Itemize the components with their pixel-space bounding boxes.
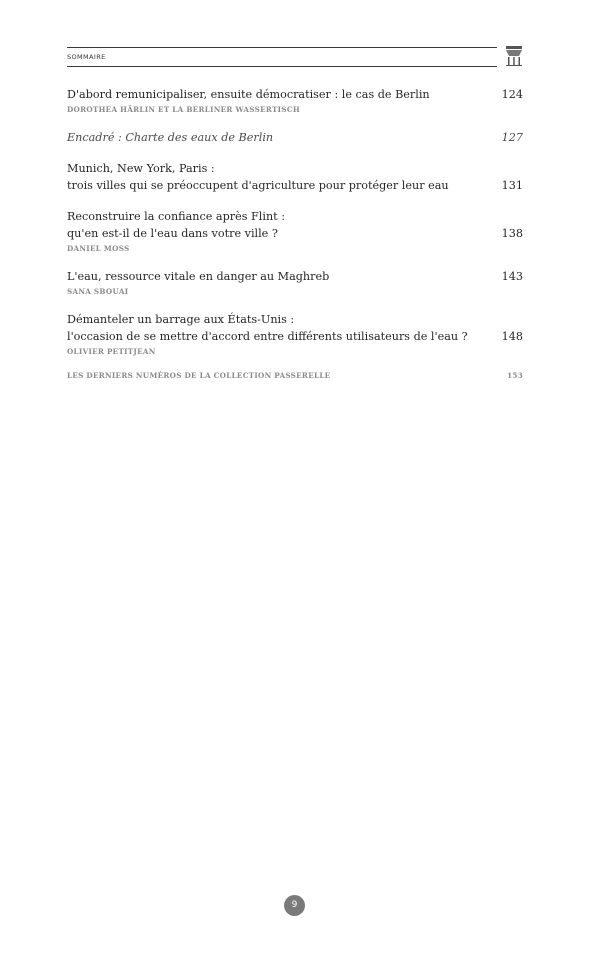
toc-entry-title: trois villes qui se préoccupent d'agriculture pour protéger leur eau (67, 179, 449, 192)
running-header (67, 45, 523, 67)
toc-entry-title: Munich, New York, Paris : (67, 162, 215, 175)
collection-title: LES DERNIERS NUMÉROS DE LA COLLECTION PASSERELLE (67, 371, 331, 380)
toc-entry-title: qu'en est-il de l'eau dans votre ville ? (67, 227, 278, 240)
toc-entry-page: 124 (501, 88, 523, 101)
toc-entry-page: 143 (501, 270, 523, 283)
collection-page: 153 (507, 371, 523, 380)
toc-entry-page: 138 (501, 227, 523, 240)
page-number-badge: 9 (284, 895, 305, 916)
header-top-rule (67, 47, 497, 48)
toc-entry-author: SANA SBOUAI (67, 287, 129, 296)
publisher-logo-icon (505, 45, 523, 67)
toc-entry[interactable] (67, 268, 523, 297)
toc-entry-title: l'occasion de se mettre d'accord entre différents utilisateurs de l'eau ? (67, 330, 468, 343)
toc-entry[interactable] (67, 129, 523, 146)
table-of-contents (67, 86, 523, 380)
section-label: SOMMAIRE (67, 53, 106, 61)
toc-entry[interactable] (67, 160, 523, 194)
toc-entry-page: 131 (501, 179, 523, 192)
toc-entry[interactable] (67, 86, 523, 115)
toc-entry-title: L'eau, ressource vitale en danger au Maghreb (67, 270, 330, 283)
toc-entry[interactable] (67, 311, 523, 357)
toc-entry-author: OLIVIER PETITJEAN (67, 347, 156, 356)
header-bottom-rule (67, 66, 497, 67)
toc-entry-page: 127 (501, 131, 523, 144)
toc-entry-page: 148 (501, 330, 523, 343)
toc-entry-title: D'abord remunicipaliser, ensuite démocratiser : le cas de Berlin (67, 88, 430, 101)
toc-entry-author: DANIEL MOSS (67, 244, 130, 253)
toc-entry-author: DOROTHEA HÄRLIN ET LA BERLINER WASSERTISCH (67, 105, 300, 114)
toc-entry-collection[interactable] (67, 371, 523, 380)
toc-entry-title: Reconstruire la confiance après Flint : (67, 210, 285, 223)
toc-entry-title: Démanteler un barrage aux États-Unis : (67, 313, 295, 326)
toc-entry[interactable] (67, 208, 523, 254)
toc-entry-title: Encadré : Charte des eaux de Berlin (67, 131, 274, 144)
